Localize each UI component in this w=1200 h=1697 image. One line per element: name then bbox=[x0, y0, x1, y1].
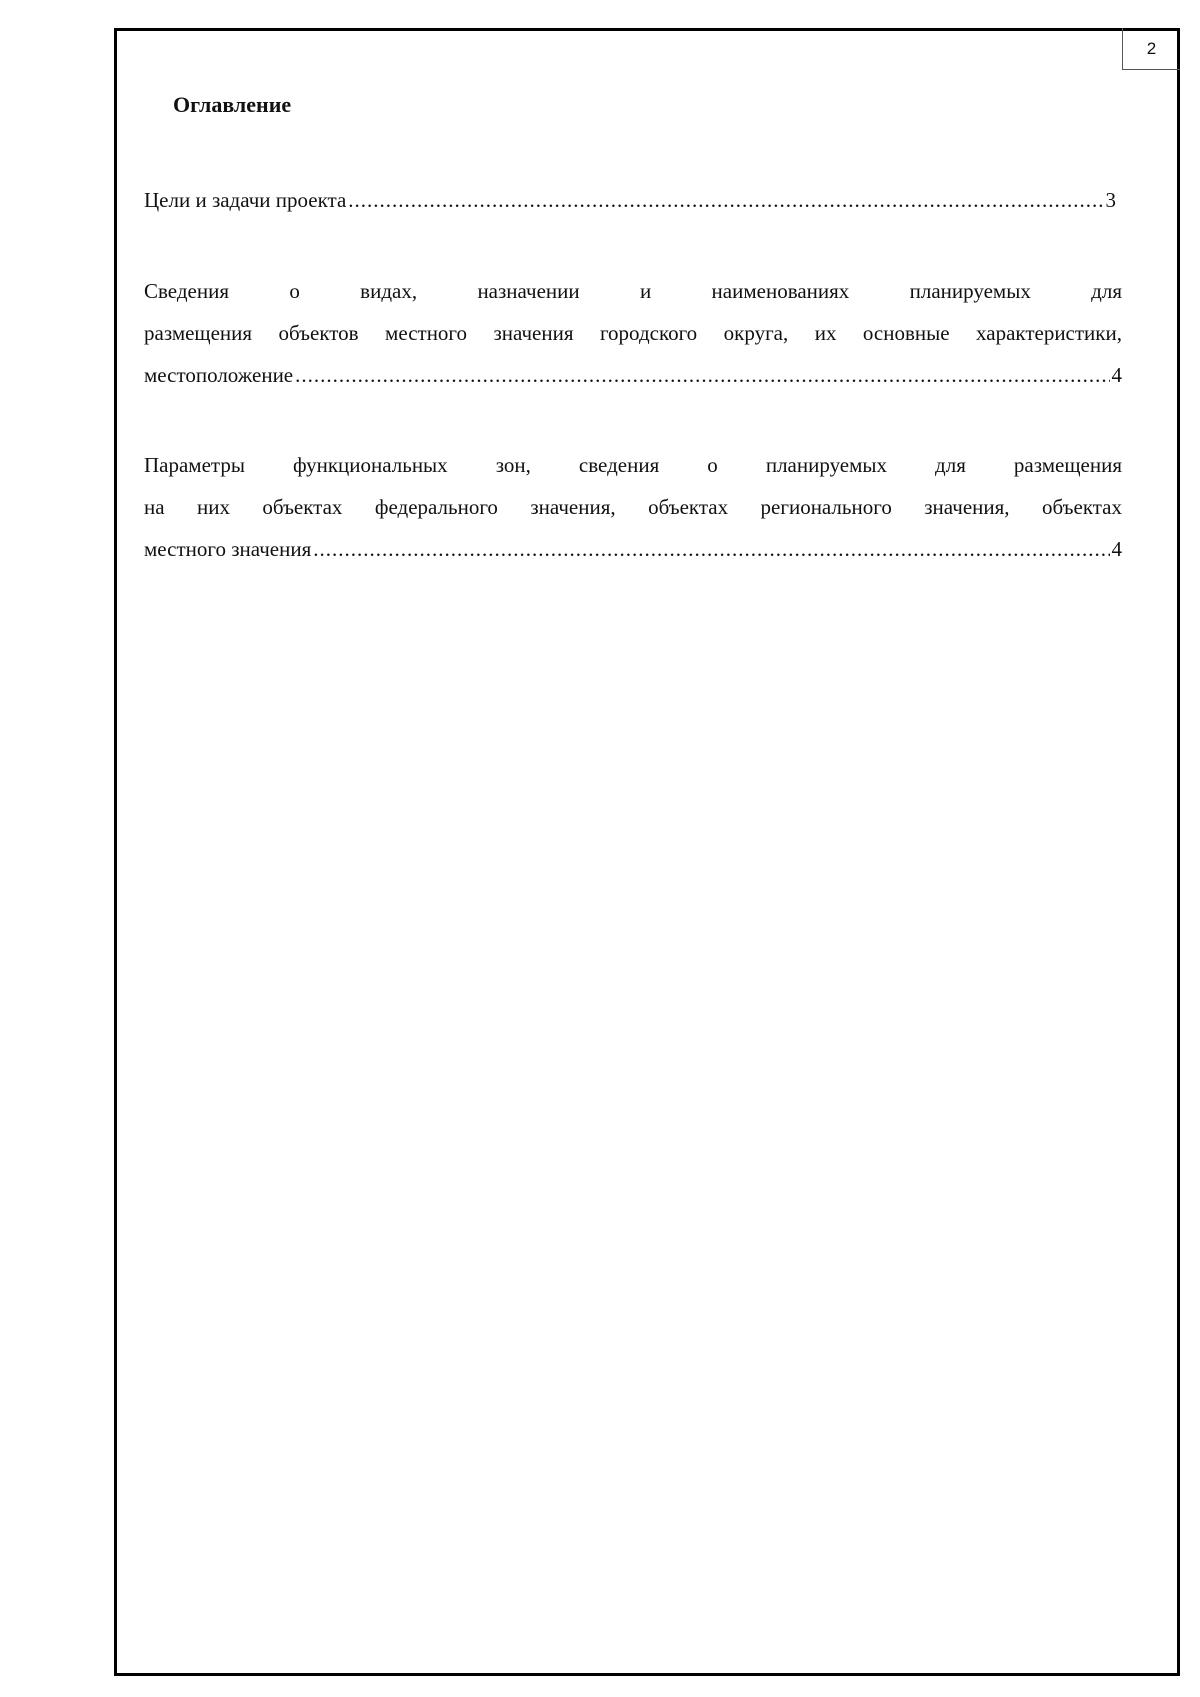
toc-entry-page: 3 bbox=[1105, 188, 1116, 212]
toc-entry-line: размещения объектов местного значения городского округа, их основные характеристики, bbox=[144, 321, 1122, 345]
toc-heading: Оглавление bbox=[173, 92, 292, 117]
toc-entry-title: местного значения bbox=[144, 537, 312, 561]
toc-entry-line bbox=[144, 528, 1122, 570]
toc-entry-line: Сведения о видах, назначении и наименованиях планируемых для bbox=[144, 279, 1122, 303]
toc-entry-page: 4 bbox=[1111, 363, 1122, 387]
page-number bbox=[1122, 28, 1180, 70]
toc-entry-line: Параметры функциональных зон, сведения о планируемых для размещения bbox=[144, 453, 1122, 477]
page-number-text: 2 bbox=[1146, 38, 1157, 58]
toc-dot-leader bbox=[348, 179, 1103, 221]
toc-dot-leader bbox=[313, 528, 1109, 570]
toc-entry-line bbox=[144, 179, 1116, 221]
toc-entry-functional-zones[interactable] bbox=[144, 444, 1122, 570]
toc-entry-goals[interactable] bbox=[144, 179, 1116, 221]
toc-entry-page: 4 bbox=[1111, 537, 1122, 561]
toc-entry-title: Цели и задачи проекта bbox=[144, 188, 347, 212]
toc-entry-line: на них объектах федерального значения, объектах регионального значения, объектах bbox=[144, 495, 1122, 519]
toc-entry-title: местоположение bbox=[144, 363, 294, 387]
toc-entry-local-objects[interactable] bbox=[144, 270, 1122, 396]
toc-dot-leader bbox=[295, 354, 1109, 396]
toc-entry-line bbox=[144, 354, 1122, 396]
